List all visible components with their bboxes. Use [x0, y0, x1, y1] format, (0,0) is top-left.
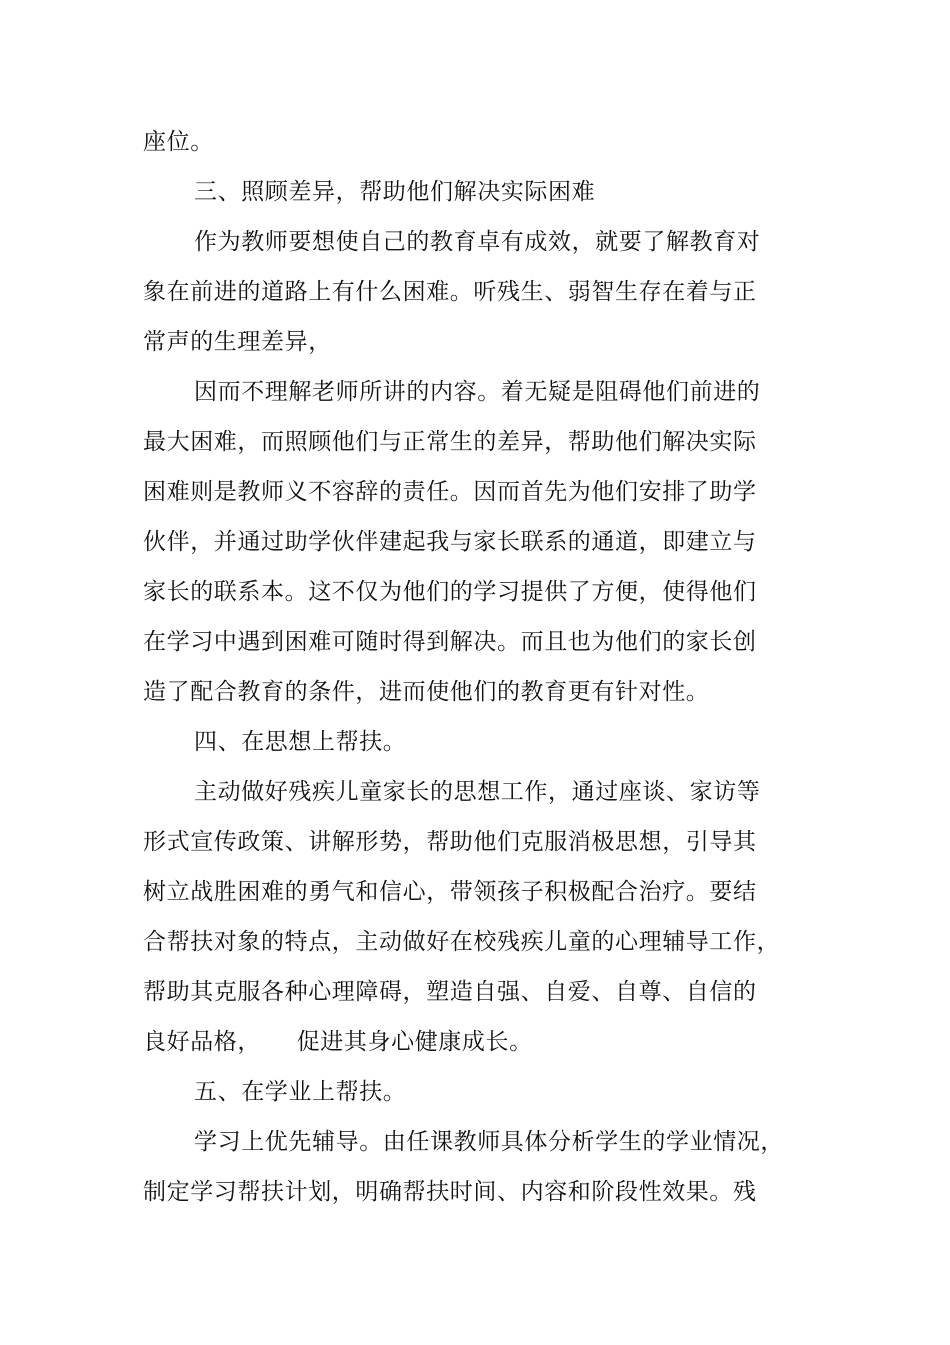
text-line: 家长的联系本。这不仅为他们的学习提供了方便，使得他们	[143, 579, 757, 605]
text-line: 帮助其克服各种心理障碍，塑造自强、自爱、自尊、自信的	[143, 979, 757, 1005]
text-line: 制定学习帮扶计划，明确帮扶时间、内容和阶段性效果。残	[143, 1179, 757, 1205]
text-line: 在学习中遇到困难可随时得到解决。而且也为他们的家长创	[143, 629, 757, 655]
text-line: 困难则是教师义不容辞的责任。因而首先为他们安排了助学	[143, 479, 757, 505]
text-line: 伙伴，并通过助学伙伴建起我与家长联系的通道，即建立与	[143, 529, 757, 555]
text-line: 常声的生理差异，	[143, 329, 332, 355]
section-heading: 三、照顾差异，帮助他们解决实际困难	[194, 179, 596, 205]
text-line: 象在前进的道路上有什么困难。听残生、弱智生存在着与正	[143, 279, 757, 305]
text-line: 良好品格， 促进其身心健康成长。	[143, 1029, 533, 1055]
text-line: 学习上优先辅导。由任课教师具体分析学生的学业情况，	[194, 1129, 784, 1155]
section-heading: 四、在思想上帮扶。	[194, 729, 407, 755]
section-heading: 五、在学业上帮扶。	[194, 1079, 407, 1105]
text-line: 最大困难，而照顾他们与正常生的差异，帮助他们解决实际	[143, 429, 757, 455]
text-line: 树立战胜困难的勇气和信心，带领孩子积极配合治疗。要结	[143, 879, 757, 905]
text-line: 造了配合教育的条件，进而使他们的教育更有针对性。	[143, 679, 710, 705]
text-line: 主动做好残疾儿童家长的思想工作，通过座谈、家访等	[194, 779, 761, 805]
text-line: 作为教师要想使自己的教育卓有成效，就要了解教育对	[194, 229, 761, 255]
text-line: 座位。	[143, 129, 214, 155]
text-line: 形式宣传政策、讲解形势，帮助他们克服消极思想，引导其	[143, 829, 757, 855]
text-line: 合帮扶对象的特点，主动做好在校残疾儿童的心理辅导工作，	[143, 929, 781, 955]
text-line: 因而不理解老师所讲的内容。着无疑是阻碍他们前进的	[194, 379, 761, 405]
